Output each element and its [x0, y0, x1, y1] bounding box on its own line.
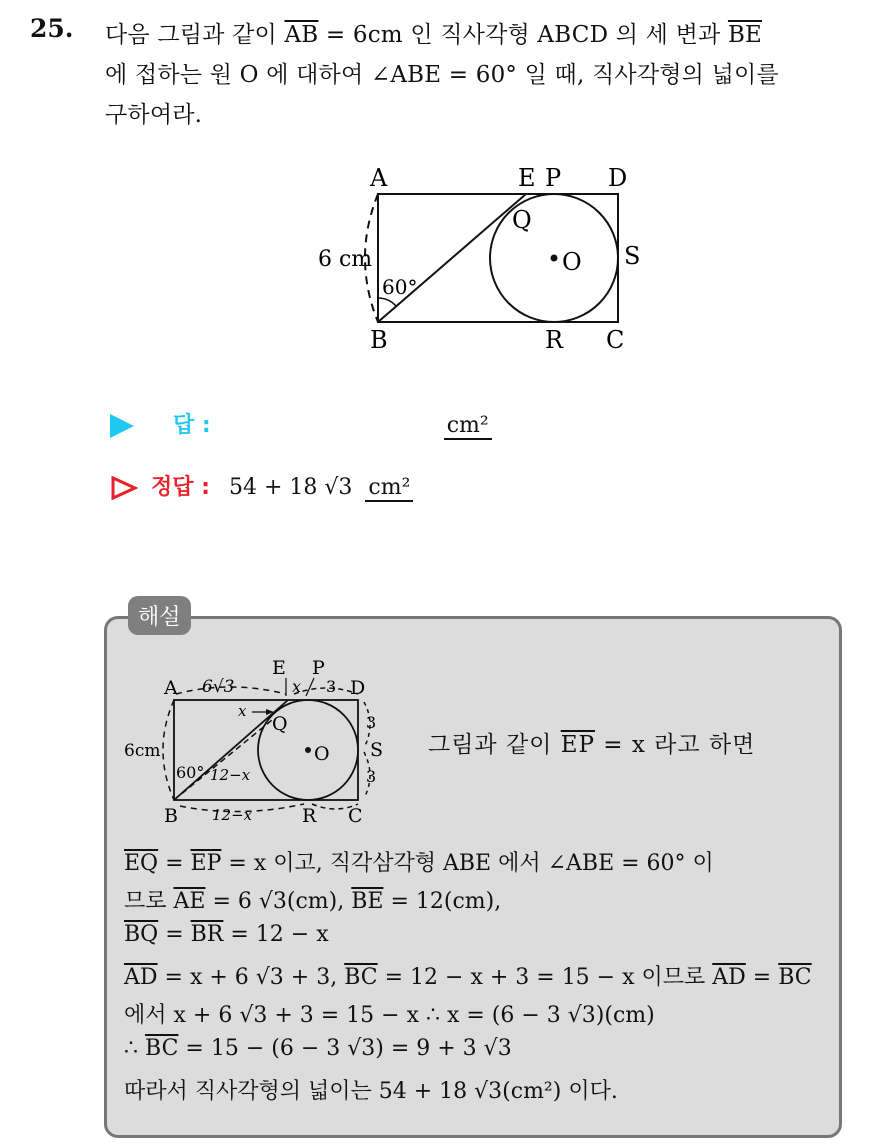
- correct-answer-row: [110, 470, 413, 501]
- sol-right-bottom: 3: [366, 767, 377, 786]
- sol-label-c: C: [348, 805, 363, 827]
- sol-right-top: 3: [366, 713, 377, 732]
- solution-line-3: $\overline{BQ} = \overline{BR} = 12 - x$: [124, 922, 329, 947]
- label-a: A: [370, 164, 388, 192]
- sol-diag: 12−x: [210, 766, 251, 784]
- label-c: C: [606, 326, 625, 354]
- question-line-2: 에 접하는 원 O 에 대하여 ∠ABE = 60° 일 때, 직사각형의 넓이를: [105, 62, 779, 88]
- label-s: S: [624, 242, 641, 270]
- rectangle-abcd: [378, 194, 618, 322]
- play-outline-icon: [110, 475, 138, 501]
- label-r: R: [545, 326, 564, 354]
- label-p: P: [545, 164, 562, 192]
- angle-arc: [378, 298, 396, 306]
- correct-answer-unit: cm²: [365, 475, 413, 502]
- correct-answer-label: 정답 :: [151, 475, 210, 500]
- sol-label-d: D: [350, 677, 366, 699]
- sol-top-left: 6√3: [202, 677, 235, 697]
- answer-row: [110, 408, 492, 439]
- solution-tag: 해설: [128, 596, 191, 635]
- solution-figure: [120, 652, 400, 832]
- solution-line-4: $\overline{AD} = x + 6$ √3 + 3, $\overline{BC} = 12 - x + 3 = 15 - x$ 이므로 $\overline{AD} = \overline{BC}$: [124, 965, 812, 990]
- label-e: E: [518, 164, 536, 192]
- solution-side-text: 그림과 같이 $\overline{EP} = x$ 라고 하면: [428, 732, 756, 758]
- segment-ab: $\overline{AB}$: [284, 22, 319, 48]
- sol-label-a: A: [164, 677, 178, 699]
- question-line-3: 구하여라.: [105, 102, 203, 128]
- question-line-1: 다음 그림과 같이 $\overline{AB} = 6cm$ 인 직사각형 ABCD 의 세 변과 $\overline{BE}$: [105, 22, 763, 48]
- label-6cm: 6 cm: [318, 247, 373, 272]
- sol-label-q: Q: [272, 713, 288, 735]
- sol-label-r: R: [302, 805, 317, 827]
- sol-label-p: P: [312, 657, 325, 679]
- sol-label-b: B: [164, 805, 178, 827]
- label-b: B: [370, 326, 388, 354]
- answer-blank-unit[interactable]: cm²: [444, 413, 492, 440]
- solution-line-6: ∴ $\overline{BC} = 15 - (6 - 3$ √3) = 9 + 3 √3: [124, 1036, 512, 1061]
- label-d: D: [608, 164, 628, 192]
- solution-line-2: 므로 $\overline{AE} = 6$ √3(cm), $\overline{BE} = 12(cm)$,: [124, 889, 502, 914]
- label-angle: 60°: [382, 275, 418, 299]
- label-o: O: [562, 248, 582, 276]
- question-number: 25.: [30, 14, 74, 43]
- figure-rectangle-circle: [300, 158, 660, 358]
- sol-x-arrow: x: [238, 702, 247, 720]
- correct-answer-value: 54 + 18 √3: [228, 475, 353, 500]
- segment-be-line: [378, 194, 526, 322]
- sol-left-6cm: 6cm: [124, 741, 161, 761]
- answer-label: 답 :: [173, 413, 211, 438]
- sol-top-x: x: [292, 677, 302, 696]
- sol-label-e: E: [272, 657, 286, 679]
- solution-line-5: 에서 x + 6 √3 + 3 = 15 − x ∴ x = (6 − 3 √3)(cm): [124, 1003, 655, 1028]
- label-q: Q: [512, 206, 532, 234]
- segment-be: $\overline{BE}$: [727, 22, 763, 48]
- sol-angle: 60°: [176, 763, 205, 782]
- center-dot: [551, 255, 558, 262]
- sol-bottom: 12−x: [212, 806, 253, 824]
- solution-line-1: $\overline{EQ} = \overline{EP} = x$ 이고, 직각삼각형 ABE 에서 ∠ABE = 60° 이: [124, 851, 714, 876]
- play-icon: [110, 414, 134, 438]
- solution-line-7: 따라서 직사각형의 넓이는 54 + 18 √3(cm²) 이다.: [124, 1079, 618, 1104]
- sol-label-s: S: [370, 739, 384, 761]
- sol-top-3: 3: [326, 677, 337, 696]
- sol-label-o: O: [314, 743, 330, 765]
